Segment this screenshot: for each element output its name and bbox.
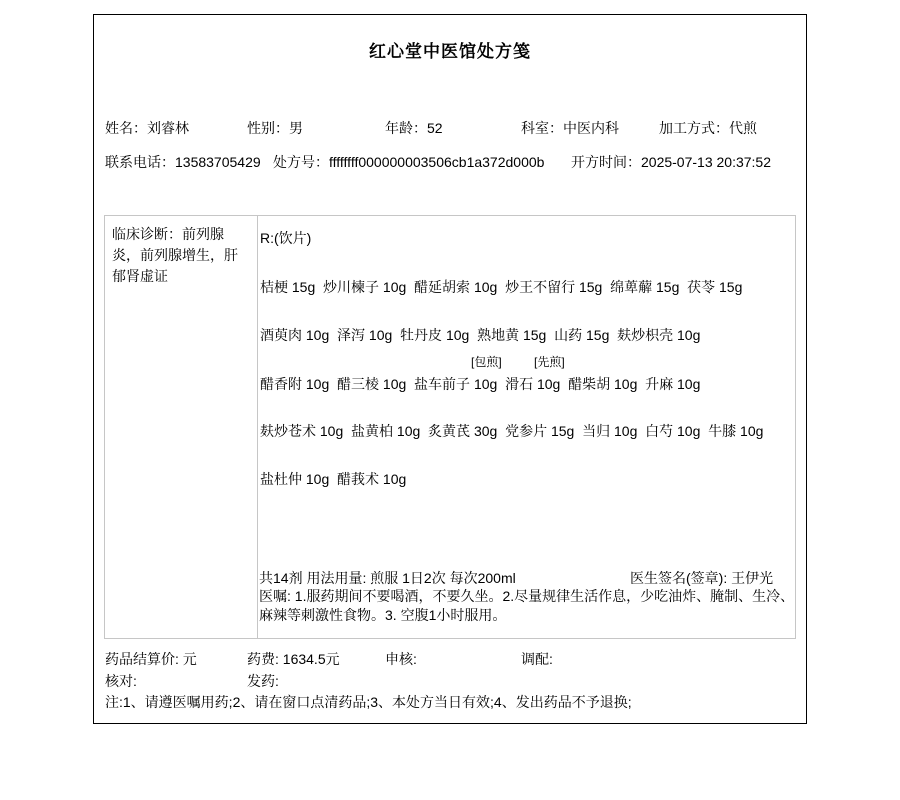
issue-time-value: 2025-07-13 20:37:52 <box>641 154 771 170</box>
doctor-signature-label: 医生签名(签章): <box>630 570 728 586</box>
patient-age-label: 年龄： <box>385 120 427 136</box>
decoction-note-baojian: [包煎] <box>471 355 502 369</box>
rx-number-field <box>273 152 544 172</box>
settle-price-unit: 元 <box>182 651 197 667</box>
settle-price-label: 药品结算价: <box>105 651 179 667</box>
doctor-signature-name: 王伊光 <box>731 570 774 586</box>
processing-method-field <box>659 118 757 138</box>
department-value: 中医内科 <box>563 120 619 136</box>
prescription-table <box>104 215 796 639</box>
medicine-fee-field <box>247 649 340 669</box>
usage-dose-line: 共14剂 用法用量: 煎服 1日2次 每次200ml <box>259 570 516 586</box>
footer-note: 注:1、请遵医嘱用药;2、请在窗口点清药品;3、本处方当日有效;4、发出药品不予退换; <box>105 694 632 710</box>
issue-time-field <box>571 152 771 172</box>
review-field: 申核: <box>385 651 417 667</box>
rx-header: R:(饮片) <box>260 230 312 246</box>
decoction-note-xianjian: [先煎] <box>534 355 565 369</box>
medicine-fee-value: 1634.5元 <box>282 651 340 667</box>
patient-age-field <box>385 118 443 138</box>
medicine-line-4: 麸炒苍术 10g 盐黄柏 10g 炙黄芪 30g 党参片 15g 当归 10g 白芍 10g 牛膝 10g <box>260 423 764 439</box>
medicine-line-3: 醋香附 10g 醋三棱 10g 盐车前子 10g 滑石 10g 醋柴胡 10g 升麻 10g <box>260 376 701 392</box>
diagnosis-label: 临床诊断： <box>112 226 182 242</box>
patient-gender-field <box>247 118 303 138</box>
rx-number-value: ffffffff000000003506cb1a372d000b <box>329 154 545 170</box>
medicine-line-1: 桔梗 15g 炒川楝子 10g 醋延胡索 10g 炒王不留行 15g 绵萆薢 15g 茯苓 15g <box>260 279 743 295</box>
issue-field: 发药: <box>247 673 279 689</box>
issue-time-label: 开方时间： <box>571 154 641 170</box>
patient-age-value: 52 <box>427 120 443 136</box>
doctor-signature <box>630 568 773 588</box>
medicine-line-2: 酒萸肉 10g 泽泻 10g 牡丹皮 10g 熟地黄 15g 山药 15g 麸炒枳壳 10g <box>260 327 701 343</box>
medicine-line-5: 盐杜仲 10g 醋莪术 10g <box>260 471 407 487</box>
rx-number-label: 处方号： <box>273 154 329 170</box>
phone-value: 13583705429 <box>175 154 261 170</box>
processing-method-label: 加工方式： <box>659 120 729 136</box>
department-field <box>521 118 619 138</box>
rx-cell <box>258 216 795 638</box>
diagnosis-cell <box>105 216 258 638</box>
patient-gender-value: 男 <box>289 120 303 136</box>
settle-price-field <box>105 649 197 669</box>
medicine-fee-label: 药费: <box>247 651 279 667</box>
patient-name-label: 姓名： <box>105 120 147 136</box>
phone-label: 联系电话： <box>105 154 175 170</box>
patient-name-value: 刘睿林 <box>147 120 189 136</box>
page-title: 红心堂中医馆处方笺 <box>369 42 531 61</box>
patient-name-field <box>105 118 189 138</box>
processing-method-value: 代煎 <box>729 120 757 136</box>
check-field: 核对: <box>105 673 137 689</box>
dispense-field: 调配: <box>521 651 553 667</box>
prescription-sheet <box>93 14 807 724</box>
diagnosis-text: 前列腺炎，前列腺增生，肝郁肾虚证 <box>112 226 238 284</box>
doctor-advice: 医嘱: 1.服药期间不要喝酒，不要久坐。2.尽量规律生活作息，少吃油炸、腌制、生冷、麻辣等刺激性食物。3. 空腹1小时服用。 <box>259 588 795 623</box>
phone-field <box>105 152 261 172</box>
department-label: 科室： <box>521 120 563 136</box>
patient-gender-label: 性别： <box>247 120 289 136</box>
